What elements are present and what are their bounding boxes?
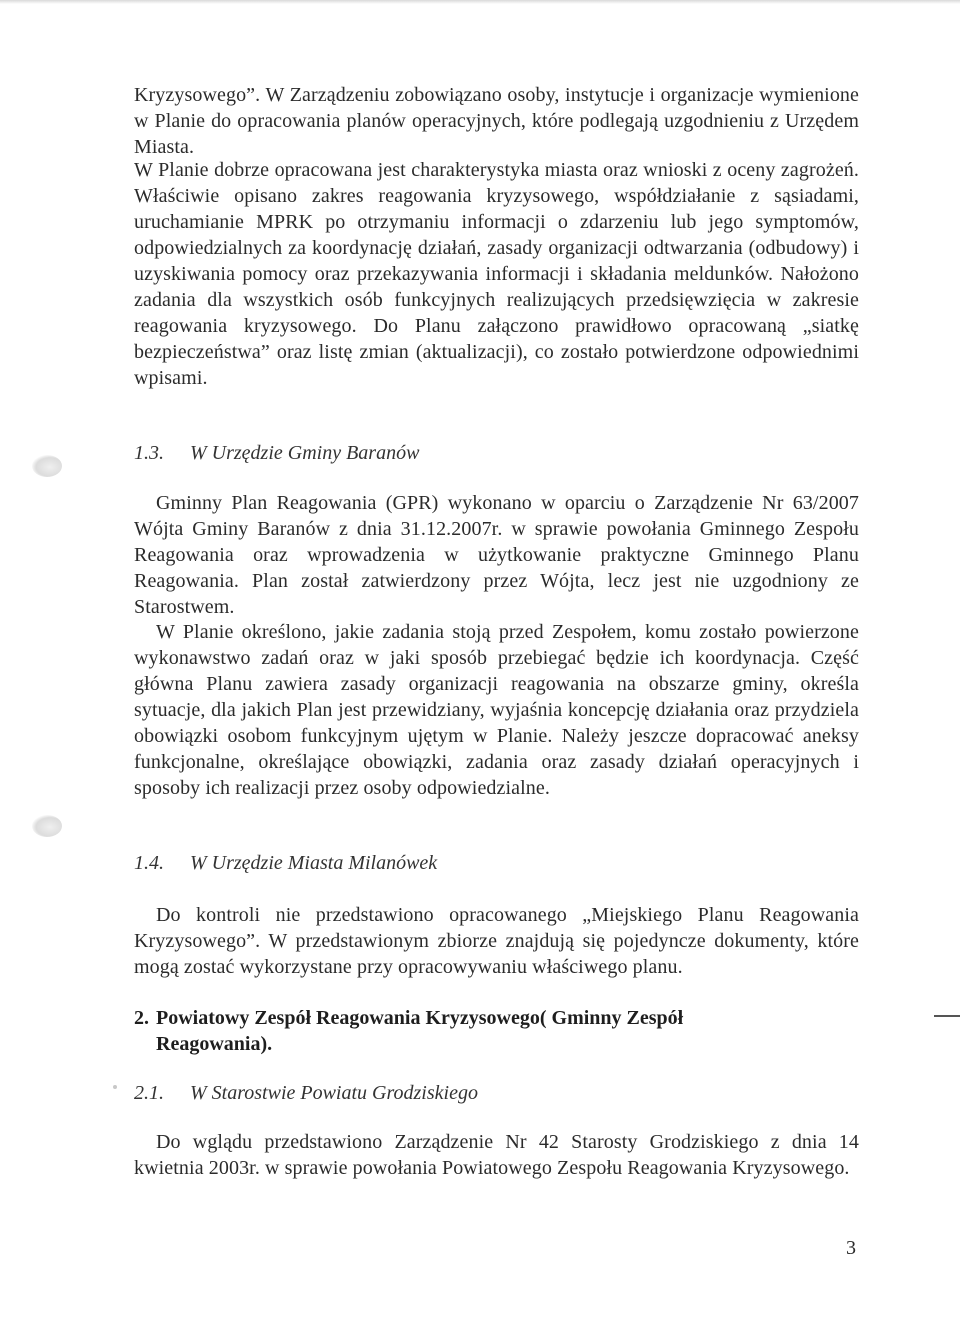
section-title-line2: Reagowania). [156, 1033, 273, 1055]
paragraph-continuation: Kryzysowego”. W Zarządzeniu zobowiązano osoby, instytucje i organizacje wymienione w Planie do opracowania planów operacyjnych, które podlegają uzgodnieniu z Urzędem Miasta. [134, 84, 859, 158]
section-number: 1.3. [134, 442, 164, 464]
margin-mark [934, 1015, 960, 1017]
section-heading-2-1 [134, 1080, 478, 1106]
paragraph-plan-assessment: W Planie dobrze opracowana jest charakterystyka miasta oraz wnioski z oceny zagrożeń. Właściwie opisano zakres reagowania kryzysowego, współdziałanie z sąsiadami, uruchamianie MPRK po otrzymaniu informacji o zdarzeniu lub jego symptomów, odpowiedzialnych za koordynację działań, zasady organizacji odtwarzania (odbudowy) i uzyskiwania pomocy oraz przekazywania informacji i składania meldunków. Nałożono zadania dla wszystkich osób funkcyjnych realizujących przedsięwzięcia w zakresie reagowania kryzysowego. Do Planu załączono prawidłowo opracowaną „siatkę bezpieczeństwa” oraz listę zmian (aktualizacji), co zostało potwierdzone odpowiednimi wpisami. [134, 159, 859, 389]
section-number: 2.1. [134, 1082, 164, 1104]
scan-dot [113, 1085, 117, 1089]
section-title: W Urzędzie Gminy Baranów [190, 442, 420, 464]
paragraph-gpr: Gminny Plan Reagowania (GPR) wykonano w oparciu o Zarządzenie Nr 63/2007 Wójta Gminy Baranów z dnia 31.12.2007r. w sprawie powołania Gminnego Zespołu Reagowania oraz wprowadzenia w użytkowanie praktyczne Gminnego Planu Reagowania. Plan został zatwierdzony przez Wójta, lecz jest nie uzgodniony ze Starostwem. [134, 492, 859, 618]
section-heading-1-4 [134, 850, 437, 876]
section-number: 1.4. [134, 852, 164, 874]
section-number: 2. [134, 1007, 149, 1029]
section-title: W Starostwie Powiatu Grodziskiego [190, 1082, 478, 1104]
paragraph-plan-tasks: W Planie określono, jakie zadania stoją przed Zespołem, komu zostało powierzone wykonawstwo zadań oraz w jaki sposób przebiegać będzie ich koordynacja. Część główna Planu zawiera zasady organizacji reagowania na obszarze gminy, określa sytuacje, dla jakich Plan jest przewidziany, wyjaśnia koncepcję działania oraz przydziela obowiązki osobom funkcyjnym ujętym w Planie. Należy jeszcze dopracować aneksy funkcjonalne, określające obowiązki, zadania oraz zasady działań operacyjnych i sposoby ich realizacji przez osoby odpowiedzialne. [134, 621, 859, 799]
section-heading-2 [134, 1005, 834, 1057]
section-title: W Urzędzie Miasta Milanówek [190, 852, 438, 874]
punch-hole-mark [32, 815, 62, 837]
scan-top-edge [0, 0, 960, 4]
page-number: 3 [846, 1237, 856, 1259]
paragraph-starostwo: Do wglądu przedstawiono Zarządzenie Nr 42 Starosty Grodziskiego z dnia 14 kwietnia 2003r. w sprawie powołania Powiatowego Zespołu Reagowania Kryzysowego. [134, 1131, 859, 1179]
paragraph-milanowek: Do kontroli nie przedstawiono opracowanego „Miejskiego Planu Reagowania Kryzysowego”. W przedstawionym zbiorze znajdują się pojedyncze dokumenty, które mogą zostać wykorzystane przy opracowywaniu właściwego planu. [134, 904, 859, 978]
punch-hole-mark [32, 455, 62, 477]
section-title-line1: Powiatowy Zespół Reagowania Kryzysowego( Gminny Zespół [156, 1007, 684, 1029]
section-heading-1-3 [134, 440, 419, 466]
